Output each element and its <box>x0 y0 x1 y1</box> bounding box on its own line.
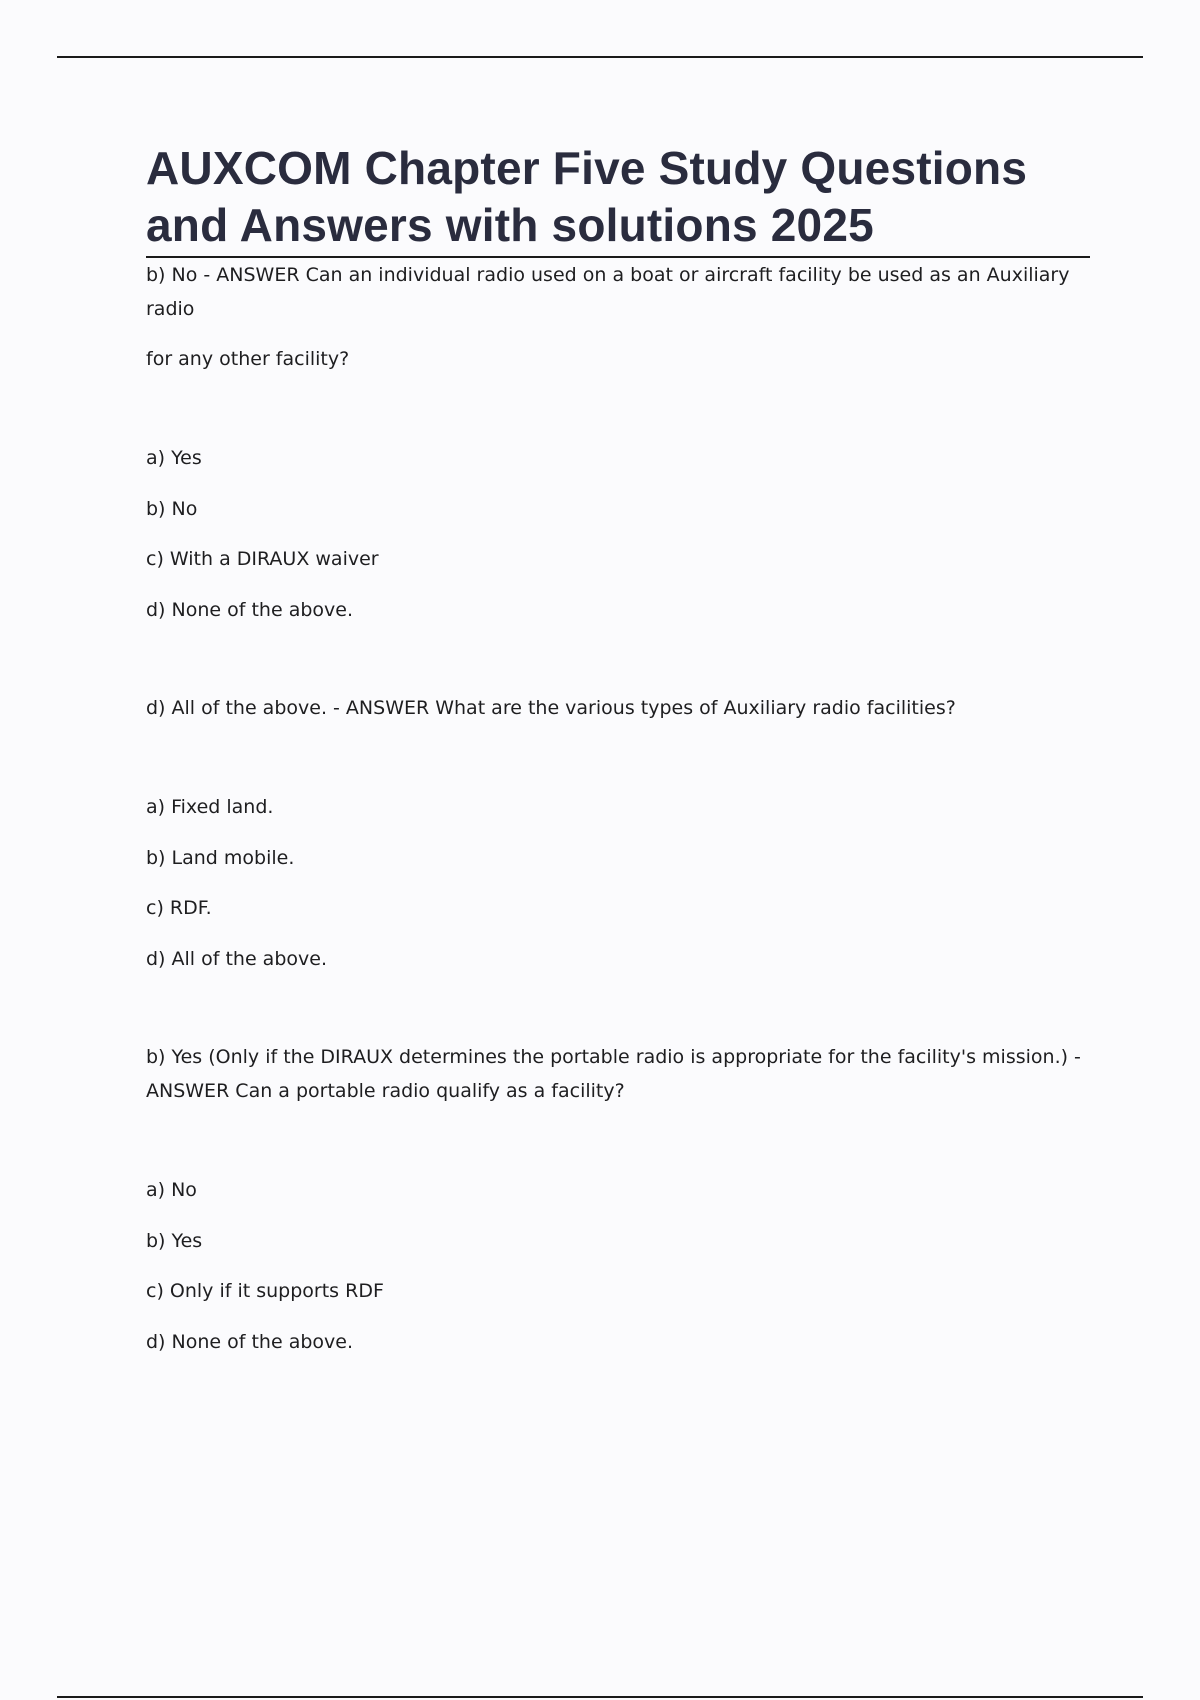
answer-option: a) Fixed land. <box>146 796 274 818</box>
answer-options <box>146 790 1090 992</box>
answer-option: c) RDF. <box>146 897 212 919</box>
page-top-rule <box>57 56 1143 58</box>
answer-option: c) With a DIRAUX waiver <box>146 548 379 570</box>
question-block-2 <box>146 691 1090 992</box>
question-text: b) Yes (Only if the DIRAUX determines the portable radio is appropriate for the facility's mission.) - ANSWER Can a portable radio qualify as a facility? <box>146 1046 1081 1102</box>
page-bottom-rule <box>57 1696 1143 1698</box>
document-body <box>146 140 1090 1375</box>
answer-option: b) Yes <box>146 1229 203 1252</box>
answer-option: a) No <box>146 1179 197 1201</box>
answer-option: b) No <box>146 497 198 520</box>
answer-option: a) Yes <box>146 447 202 469</box>
answer-option: c) Only if it supports RDF <box>146 1280 384 1302</box>
answer-option: d) None of the above. <box>146 598 353 621</box>
question-block-3 <box>146 1040 1090 1375</box>
question-text: d) All of the above. - ANSWER What are the various types of Auxiliary radio facilities? <box>146 697 956 719</box>
document-title: AUXCOM Chapter Five Study Questions and Answers with solutions 2025 <box>146 140 1090 258</box>
answer-options <box>146 441 1090 643</box>
question-text-continuation: for any other facility? <box>146 348 350 370</box>
question-text: b) No - ANSWER Can an individual radio used on a boat or aircraft facility be used as an Auxiliary radio <box>146 264 1070 320</box>
answer-option: b) Land mobile. <box>146 846 295 869</box>
question-block-1 <box>146 258 1090 643</box>
answer-option: d) None of the above. <box>146 1330 353 1353</box>
answer-option: d) All of the above. <box>146 947 327 970</box>
answer-options <box>146 1173 1090 1375</box>
